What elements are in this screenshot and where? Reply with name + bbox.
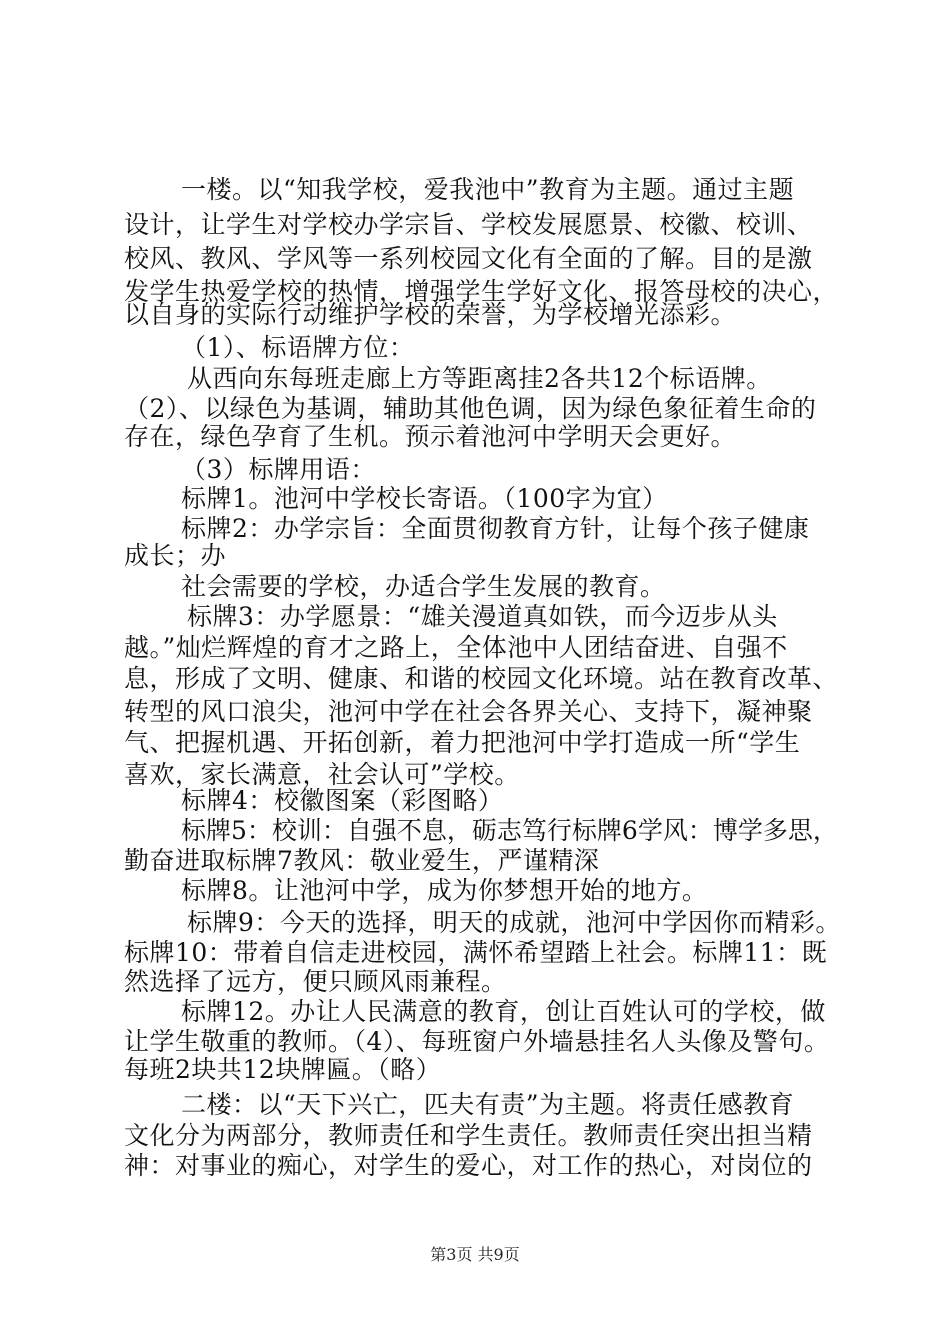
text-line: 校风、教风、学风等一系列校园文化有全面的了解。目的是激: [124, 244, 813, 273]
text-line: 标牌1。池河中学校长寄语。（100字为宜）: [181, 484, 668, 513]
text-line: 成长；办: [124, 541, 227, 570]
text-line: 每班2块共12块牌匾。（略）: [124, 1055, 442, 1084]
text-line: 设计，让学生对学校办学宗旨、学校发展愿景、校徽、校训、: [124, 210, 813, 239]
text-line: 气、把握机遇、开拓创新，着力把池河中学打造成一所“学生: [124, 728, 801, 757]
text-line: 二楼：以“天下兴亡，匹夫有责”为主题。将责任感教育: [181, 1090, 795, 1119]
text-line: 然选择了远方，便只顾风雨兼程。: [124, 967, 507, 996]
text-line: （3）标牌用语：: [181, 455, 376, 484]
text-line: 标牌12。办让人民满意的教育，创让百姓认可的学校，做: [181, 997, 826, 1026]
text-line: 转型的风口浪尖，池河中学在社会各界关心、支持下，凝神聚: [124, 697, 813, 726]
text-line: 文化分为两部分，教师责任和学生责任。教师责任突出担当精: [124, 1121, 813, 1150]
text-line: 神：对事业的痴心，对学生的爱心，对工作的热心，对岗位的: [124, 1151, 813, 1180]
text-line: 息，形成了文明、健康、和谐的校园文化环境。站在教育改革、: [124, 664, 839, 693]
text-line: 标牌2：办学宗旨：全面贯彻教育方针，让每个孩子健康: [181, 514, 810, 543]
text-line: 从西向东每班走廊上方等距离挂2各共12个标语牌。: [187, 364, 772, 393]
page-number-footer: 第3页 共9页: [430, 1245, 520, 1264]
text-line: （1）、标语牌方位：: [181, 333, 415, 362]
text-line: 勤奋进取标牌7教风：敬业爱生，严谨精深: [124, 846, 600, 875]
text-line: 以自身的实际行动维护学校的荣誉，为学校增光添彩。: [124, 300, 737, 329]
text-line: 一楼。以“知我学校，爱我池中”教育为主题。通过主题: [181, 175, 795, 204]
text-line: 标牌10：带着自信走进校园，满怀希望踏上社会。标牌11：既: [124, 938, 828, 967]
text-line: 标牌8。让池河中学，成为你梦想开始的地方。: [181, 876, 708, 905]
text-line: 喜欢，家长满意，社会认可”学校。: [124, 760, 520, 789]
text-line: （2）、以绿色为基调，辅助其他色调，因为绿色象征着生命的: [124, 394, 817, 423]
text-line: 发学生热爱学校的热情，增强学生学好文化、报答母校的决心，: [124, 277, 839, 306]
text-line: 让学生敬重的教师。（4）、每班窗户外墙悬挂名人头像及警句。: [124, 1027, 830, 1056]
text-line: 标牌9：今天的选择，明天的成就，池河中学因你而精彩。: [187, 908, 841, 937]
text-line: 存在，绿色孕育了生机。预示着池河中学明天会更好。: [124, 422, 737, 451]
text-line: 标牌5：校训：自强不息，砺志笃行标牌6学风：博学多思，: [181, 816, 838, 845]
text-line: 标牌4：校徽图案（彩图略）: [181, 786, 504, 815]
text-line: 标牌3：办学愿景：“雄关漫道真如铁，而今迈步从头: [187, 602, 778, 631]
text-line: 社会需要的学校，办适合学生发展的教育。: [181, 572, 666, 601]
text-line: 越。”灿烂辉煌的育才之路上，全体池中人团结奋进、自强不: [124, 633, 788, 662]
